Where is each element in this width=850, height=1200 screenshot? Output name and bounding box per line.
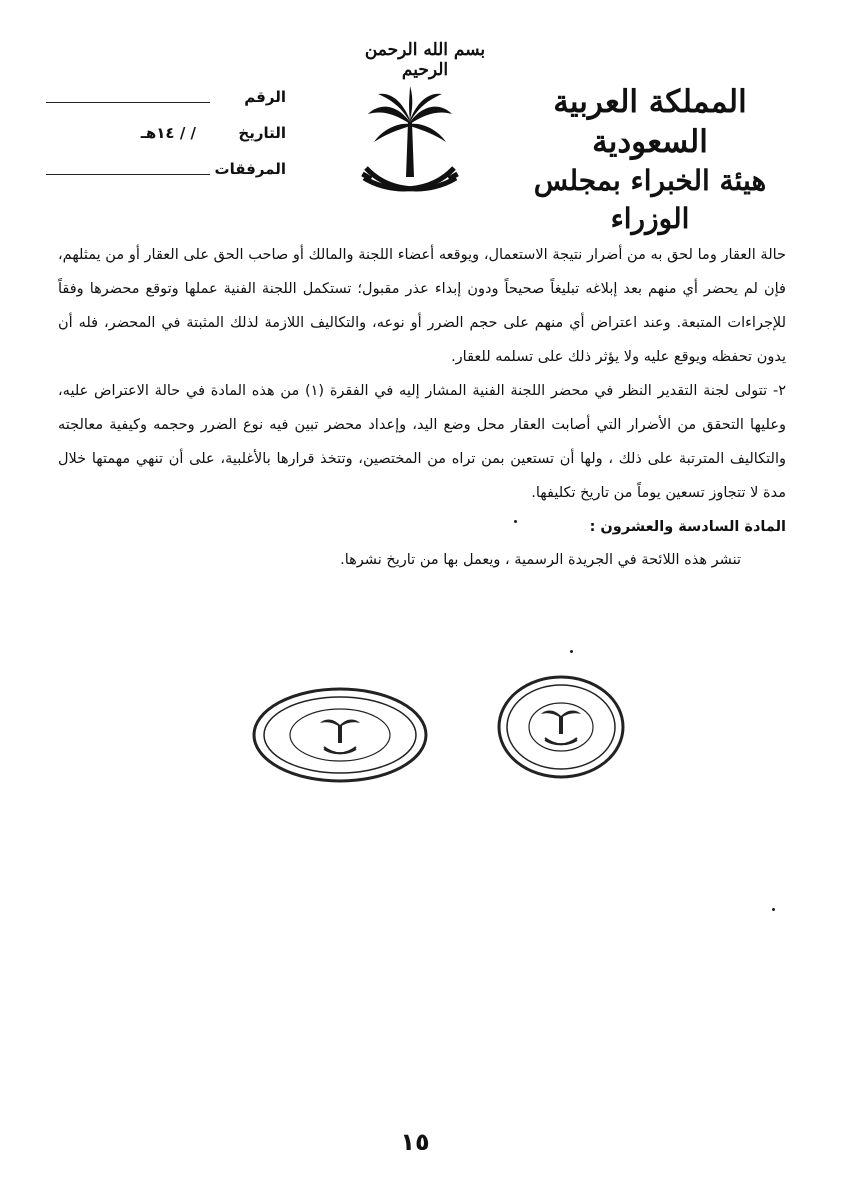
article-text: تنشر هذه اللائحة في الجريدة الرسمية ، ويعمل بها من تاريخ نشرها.: [340, 552, 741, 568]
document-body: [58, 238, 786, 576]
attachments-line: [46, 174, 210, 175]
issuing-authority: [510, 82, 790, 238]
scan-speck: [514, 520, 517, 523]
attachments-row: [46, 160, 286, 196]
scan-speck: [570, 650, 573, 653]
scan-speck: [772, 908, 775, 911]
date-row: [46, 124, 286, 160]
country-name: المملكة العربية السعودية: [553, 84, 747, 160]
basmala: بسم الله الرحمن الرحيم: [364, 40, 486, 80]
agency-name: هيئة الخبراء بمجلس الوزراء: [533, 164, 767, 235]
reference-block: [46, 88, 286, 196]
paragraph-item-2: ٢- تتولى لجنة التقدير النظر في محضر اللجنة الفنية المشار إليه في الفقرة (١) من هذه المادة في حالة الاعتراض عليه، وعليها التحقق من الأضرار التي أصابت العقار محل وضع اليد، وإعداد محضر تبين فيه نوع الضرر وحجمه وكيفية معالجته والتكاليف المترتبة على ذلك ، ولها أن تستعين بمن تراه من المختصين، وتتخذ قرارها بالأغلبية، على أن تنهي مهمتها خلال مدة لا تتجاوز تسعين يوماً من تاريخ تكليفها.: [58, 383, 786, 501]
ref-number-row: [46, 88, 286, 124]
cabinet-secretariat-seal: [496, 672, 626, 782]
saudi-emblem-icon: [360, 82, 460, 207]
ref-number-label: الرقم: [244, 88, 286, 106]
paragraph-continued: حالة العقار وما لحق به من أضرار نتيجة الاستعمال، ويوقعه أعضاء اللجنة والمالك أو صاحب الحق على العقار أو من يمثلهم، فإن لم يحضر أي منهم بعد إبلاغه تبليغاً صحيحاً ودون إبداء عذر مقبول؛ تستكمل اللجنة الفنية عملها وتوقع محضرها وفقاً للإجراءات المتبعة. وعند اعتراض أي منهم على حجم الضرر أو نوعه، والتكاليف اللازمة لذلك المثبتة في المحضر، فله أن يدون تحفظه ويوقع عليه ولا يؤثر ذلك على تسلمه للعقار.: [58, 247, 786, 365]
date-label: التاريخ: [238, 124, 286, 142]
experts-commission-seal: [250, 685, 430, 785]
ref-number-line: [46, 102, 210, 103]
attachments-label: المرفقات: [214, 160, 286, 178]
date-value: / / ١٤هـ: [140, 124, 196, 142]
page-number: ١٥: [400, 1128, 430, 1156]
article-heading: المادة السادسة والعشرون :: [589, 519, 786, 535]
